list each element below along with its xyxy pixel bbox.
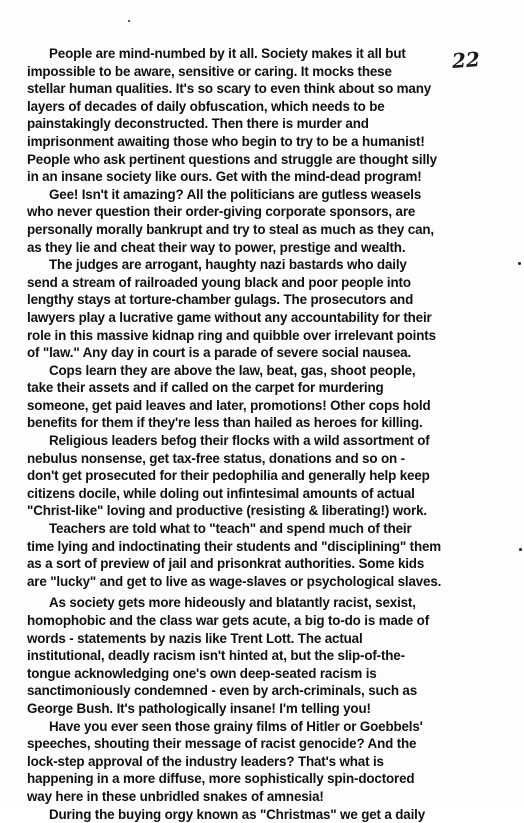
paragraph-4: Cops learn they are above the law, beat, gas, shoot people, take their assets and if called on the carpet for murdering someone, get paid leaves and later, promotions! Other cops hold benefits for them if they're less than hailed as heroes for killing. [27, 362, 431, 431]
paragraph-6: Teachers are told what to "teach" and spend much of their time lying and indoctinating their students and "disciplining" them as a sort of preview of jail and prisonkrat authorities. Some kids are "lucky" and get to live as wage-slaves or psychological slaves. [27, 521, 442, 589]
scan-speck [519, 548, 522, 551]
page-number: 22 [451, 47, 481, 73]
paragraph-8: Have you ever seen those grainy films of Hitler or Goebbels' speeches, shouting their message of racist genocide? And the lock-step approval of the industry leaders? That's what is happening in a more diffuse, more sophistically spin-doctored way here in these unbridled snakes of amnesia! [27, 718, 423, 804]
paragraph-5: Religious leaders befog their flocks with a wild assortment of nebulus nonsense, get tax-free status, donations and so on - don't get prosecuted for their pedophilia and generally help keep citizens docile, while doling out infintesimal amounts of actual "Christ-like" loving and productive (resisting & liberating!) work. [27, 433, 430, 519]
scan-speck [128, 20, 130, 22]
paragraph-9: During the buying orgy known as "Christmas" we get a daily [49, 806, 426, 822]
paragraph-1: People are mind-numbed by it all. Society makes it all but impossible to be aware, sensitive or caring. It mocks these stellar human qualities. It's so scary to even think about so many layers of decades of daily obfuscation, which needs to be painstakingly deconstructed. Then there is murder and imprisonment awaiting those who begin to try to be a humanist! People who ask pertinent questions and struggle are thought silly in an insane society like ours. Get with the mind-dead program! [27, 46, 437, 185]
paragraph-2: Gee! Isn't it amazing? All the politicians are gutless weasels who never question their order-giving corporate sponsors, are personally morally bankrupt and try to steal as much as they can, as they lie and cheat their way to power, prestige and wealth. [27, 186, 434, 255]
paragraph-3: The judges are arrogant, haughty nazi bastards who daily send a stream of railroaded young black and poor people into lengthy stays at torture-chamber gulags. The prosecutors and lawyers play a lucrative game without any accountability for their role in this massive kidnap ring and quibble over irrelevant points of "law." Any day in court is a parade of severe social nausea. [27, 257, 436, 361]
body-text [27, 45, 517, 823]
paragraph-7: As society gets more hideously and blatantly racist, sexist, homophobic and the class war gets acute, a big to-do is made of words - statements by nazis like Trent Lott. The actual institutional, deadly racism isn't hinted at, but the slip-of-the- tongue acknowledging one's own deep-seated racism is sanctimoniously condemned - even by arch-criminals, such as George Bush. It's pathologically insane! I'm telling you! [27, 595, 430, 716]
scan-speck [518, 262, 521, 265]
